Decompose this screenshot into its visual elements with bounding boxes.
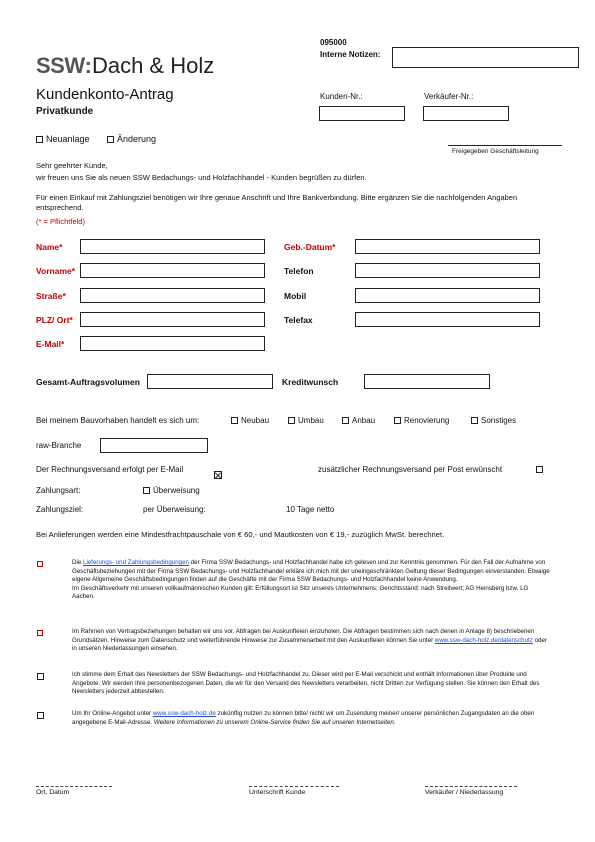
greeting: Sehr geehrter Kunde, <box>36 161 108 170</box>
firstname-field[interactable] <box>80 263 265 278</box>
birth-label: Geb.-Datum* <box>284 242 336 252</box>
mobile-field[interactable] <box>355 288 540 303</box>
credit-check-text <box>72 628 552 654</box>
logo-brand: SSW <box>36 53 85 78</box>
internal-notes-field[interactable] <box>392 47 579 68</box>
form-code: 095000 <box>320 38 347 47</box>
transfer-by-label: per Überweisung: <box>143 505 206 514</box>
freight-note: Bei Anlieferungen werden eine Mindestfrachtpauschale von € 60,- und Mautkosten von € 19,- zuzüglich MwSt. berechnet. <box>36 530 445 539</box>
email-field[interactable] <box>80 336 265 351</box>
branch-label: raw-Branche <box>36 441 82 450</box>
logo-separator: : <box>84 53 92 78</box>
page-title: Kundenkonto-Antrag <box>36 86 174 103</box>
street-label: Straße* <box>36 291 66 301</box>
approval-label: Freigegeben Geschäftsleitung <box>452 148 539 155</box>
payment-term-value: 10 Tage netto <box>286 505 335 514</box>
customer-signature-label: Unterschrift Kunde <box>249 789 306 796</box>
change-option[interactable] <box>107 134 156 144</box>
customer-no-field[interactable] <box>319 106 405 121</box>
credit-check-text-start: Im Rahmen von Vertragsbeziehungen behalten wir uns vor, Abfragen bei Auskunfteien einzuholen. Die Abfragen bestimmen sich nach denen in Anlage 8) beschriebenen Grundsätzen. Hinweise zum Datenschutz und weiterführende Hinweise zur Zusammenarbeit mit den Auskunfteien können Sie unter <box>72 628 535 644</box>
volume-field[interactable] <box>147 374 273 389</box>
change-label: Änderung <box>117 134 157 144</box>
project-label: Bei meinem Bauvorhaben handelt es sich um: <box>36 416 200 425</box>
online-access-info: Weitere Informationen zu unserem Online-Service finden Sie auf unseren Internetseiten. <box>153 718 396 726</box>
online-access-text-body: zukünftig nutzen zu können bitte/ nicht/ wir um Zusendung meiner/ unserer persönlichen Zugangsdaten an die oben angegebene E-Mail-Adresse. <box>72 710 535 726</box>
firstname-label: Vorname* <box>36 266 76 276</box>
online-access-text-start: Um Ihr Online-Angebot unter <box>72 710 153 717</box>
renovierung-label: Renovierung <box>404 416 450 425</box>
terms-text <box>72 559 552 602</box>
phone-field[interactable] <box>355 263 540 278</box>
welcome-text: wir freuen uns Sie als neuen SSW Bedachungs- und Holzfachhandel - Kunden begrüßen zu dürfen. <box>36 173 367 182</box>
page-subtitle: Privatkunde <box>36 106 94 117</box>
credit-field[interactable] <box>364 374 490 389</box>
place-date-label: Ort, Datum <box>36 789 70 796</box>
seller-signature-line <box>425 786 517 787</box>
branch-field[interactable] <box>100 438 208 453</box>
terms-text-start: Die <box>72 559 84 566</box>
approval-line <box>448 145 562 146</box>
customer-no-label: Kunden-Nr.: <box>320 92 363 101</box>
online-access-text <box>72 710 552 727</box>
umbau-checkbox[interactable] <box>288 417 295 424</box>
umbau-label: Umbau <box>298 416 324 425</box>
new-account-label: Neuanlage <box>46 134 90 144</box>
transfer-checkbox[interactable] <box>143 487 150 494</box>
project-umbau[interactable] <box>288 416 324 425</box>
transfer-option[interactable] <box>143 486 200 495</box>
terms-text-body: der Firma SSW Bedachungs- und Holzfachhandel habe ich gelesen und zur Kenntnis genommen. Für den Fall der Aufnahme von Geschäftsbeziehungen mit der Firma SSW Bedachungs- und Holzfachhandel erkläre ich mich mit der uneingeschränkten Geltung dieser Bedingungen einverstanden. Etwaige eigene Allgemeine Geschäftsbedingungen finden auf die Geschäfte mit der Firma SSW Bedachungs- und Holzfachhandel keine Anwendung. <box>72 559 550 584</box>
city-field[interactable] <box>80 312 265 327</box>
anbau-label: Anbau <box>352 416 376 425</box>
newsletter-checkbox[interactable] <box>37 673 44 680</box>
birth-field[interactable] <box>355 239 540 254</box>
online-access-checkbox[interactable] <box>37 712 44 719</box>
website-link[interactable]: www.ssw-dach-holz.de <box>152 710 216 717</box>
payment-term-label: Zahlungsziel: <box>36 505 84 514</box>
newsletter-text: Ich stimme dem Erhalt des Newsletters der SSW Bedachungs- und Holzfachhandel zu. Dieser wird per E-Mail verschickt und enthält Informationen über Produkte und Angebote. Wir werden Ihre personenbezogenen Daten, die wir für den Versand des Newsletters verarbeiten, nicht Dritten zur Verfügung stellen. Sie können den Erhalt des Newsletters jederzeit abbestellen. <box>72 671 540 696</box>
project-anbau[interactable] <box>342 416 375 425</box>
project-renovierung[interactable] <box>394 416 449 425</box>
invoice-email-checkbox[interactable] <box>214 471 222 479</box>
invoice-email-label: Der Rechnungsversand erfolgt per E-Mail <box>36 465 184 474</box>
credit-check-text-end: oder in unseren Niederlassungen einsehen. <box>72 636 547 653</box>
customer-signature-line <box>249 786 339 787</box>
city-label: PLZ/ Ort* <box>36 315 73 325</box>
sonstiges-checkbox[interactable] <box>471 417 478 424</box>
renovierung-checkbox[interactable] <box>394 417 401 424</box>
privacy-link[interactable]: www.ssw-dach-holz.de/datenschutz <box>434 636 533 644</box>
seller-no-field[interactable] <box>423 106 509 121</box>
invoice-post-label: zusätzlicher Rechnungsversand per Post erwünscht <box>318 465 503 474</box>
terms-checkbox[interactable] <box>37 561 43 567</box>
logo-name: Dach & Holz <box>91 53 215 78</box>
mobile-label: Mobil <box>284 291 307 301</box>
transfer-label: Überweisung <box>153 486 200 495</box>
new-account-checkbox[interactable] <box>36 136 43 143</box>
credit-label: Kreditwunsch <box>282 377 339 387</box>
seller-no-label: Verkäufer-Nr.: <box>424 92 474 101</box>
place-date-line <box>36 786 112 787</box>
neubau-label: Neubau <box>241 416 270 425</box>
sonstiges-label: Sonstiges <box>481 416 517 425</box>
name-field[interactable] <box>80 239 265 254</box>
invoice-post-checkbox[interactable] <box>536 466 543 473</box>
anbau-checkbox[interactable] <box>342 417 349 424</box>
street-field[interactable] <box>80 288 265 303</box>
project-sonstiges[interactable] <box>471 416 516 425</box>
change-checkbox[interactable] <box>107 136 114 143</box>
email-label: E-Mail* <box>36 339 65 349</box>
logo <box>36 53 214 79</box>
phone-label: Telefon <box>284 266 314 276</box>
purchase-text: Für einen Einkauf mit Zahlungsziel benötigen wir Ihre genaue Anschrift und Ihre Bankverbindung. Bitte ergänzen Sie die nachfolgenden Angaben entsprechend. <box>36 193 518 212</box>
volume-label: Gesamt-Auftragsvolumen <box>36 377 140 387</box>
required-note: (* = Pflichtfeld) <box>36 217 85 226</box>
fax-field[interactable] <box>355 312 540 327</box>
credit-check-checkbox[interactable] <box>37 630 43 636</box>
notes-label: Interne Notizen: <box>320 50 381 59</box>
jurisdiction-text: Im Geschäftsverkehr mit unseren vollkaufmännischen Kunden gilt: Erfüllungsort ist Sitz unseres Unternehmens; Gerichtsstand: nach Streitwert; AG Heinsberg bzw. LG Aachen. <box>72 584 529 601</box>
neubau-checkbox[interactable] <box>231 417 238 424</box>
new-account-option[interactable] <box>36 134 90 144</box>
name-label: Name* <box>36 242 63 252</box>
terms-link[interactable]: Lieferungs- und Zahlungsbedingungen <box>83 559 189 566</box>
fax-label: Telefax <box>284 315 313 325</box>
payment-type-label: Zahlungsart: <box>36 486 81 495</box>
project-neubau[interactable] <box>231 416 269 425</box>
seller-signature-label: Verkäufer / Niederlassung <box>425 789 504 796</box>
